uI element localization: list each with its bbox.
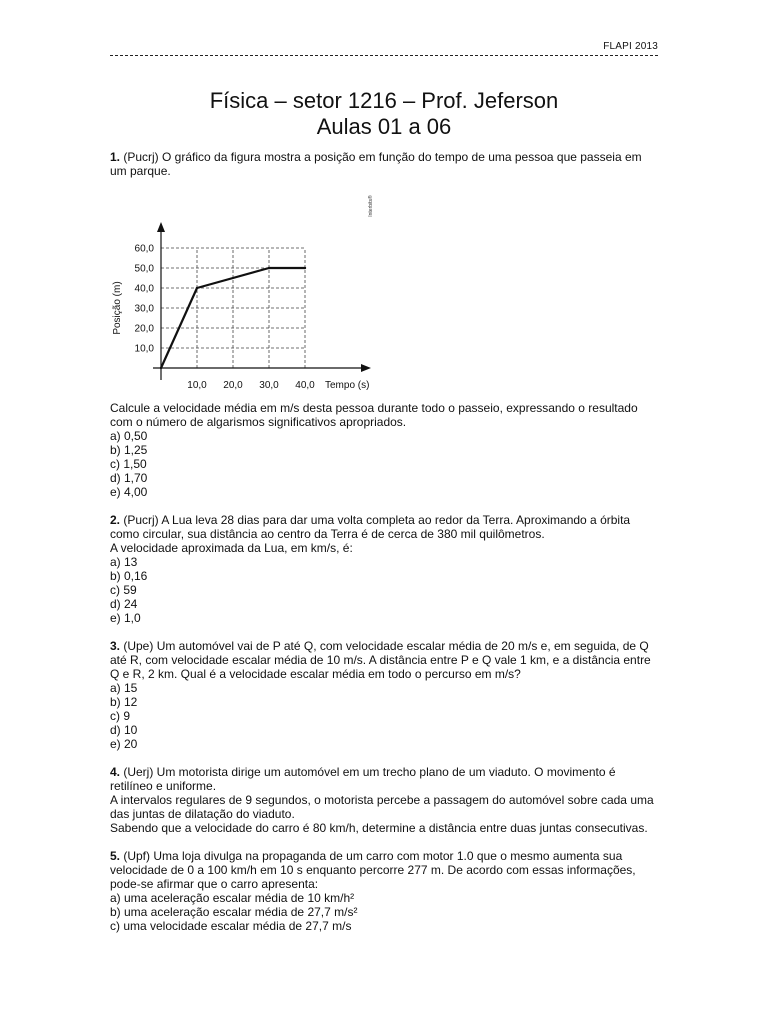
- option-e: e) 1,0: [110, 611, 141, 625]
- option-d: d) 24: [110, 597, 138, 611]
- question-number: 2.: [110, 513, 121, 527]
- question-number: 1.: [110, 150, 121, 164]
- question-1-options: [110, 429, 655, 499]
- question-statement: (Upf) Uma loja divulga na propaganda de um carro com motor 1.0 que o mesmo aumenta sua velocidade de 0 a 100 km/h em 10 s enquanto percorre 277 m. De acordo com essas informações, pode-se afirmar que o carro apresenta:: [110, 849, 636, 891]
- data-point: [196, 287, 198, 289]
- option-c: c) uma velocidade escalar média de 27,7 m/s: [110, 919, 352, 933]
- question-5-text: [110, 849, 655, 891]
- question-5-options: [110, 891, 655, 933]
- question-2: [110, 513, 655, 625]
- option-e: e) 20: [110, 737, 138, 751]
- question-statement: (Upe) Um automóvel vai de P até Q, com velocidade escalar média de 20 m/s e, em seguida, de Q até R, com velocidade escalar média de 10 m/s. A distância entre P e Q vale 1 km, e a distância entre Q e R, 2 km. Qual é a velocidade escalar média em todo o percurso em m/s?: [110, 639, 651, 681]
- y-tick-label: 40,0: [134, 283, 154, 295]
- data-point: [304, 267, 306, 269]
- header-divider: [110, 55, 658, 56]
- option-a: a) 13: [110, 555, 138, 569]
- question-list: [110, 150, 655, 933]
- x-tick-label: 40,0: [295, 380, 315, 391]
- side-note: Interbits®: [368, 195, 374, 217]
- option-a: a) 15: [110, 681, 138, 695]
- question-1-text: [110, 150, 655, 178]
- question-4: [110, 765, 655, 835]
- title-line-2: Aulas 01 a 06: [316, 114, 452, 139]
- y-axis-label: Posição (m): [112, 281, 123, 335]
- question-4-line-3: Sabendo que a velocidade do carro é 80 km/h, determine a distância entre duas juntas consecutivas.: [110, 821, 648, 835]
- header-tag: FLAPI 2013: [603, 41, 658, 52]
- x-axis-label: Tempo (s): [325, 380, 370, 391]
- data-point: [268, 267, 270, 269]
- option-a: a) uma aceleração escalar média de 10 km/h²: [110, 891, 355, 905]
- page-title: [0, 88, 768, 140]
- question-3: [110, 639, 655, 751]
- question-number: 5.: [110, 849, 121, 863]
- option-d: d) 10: [110, 723, 138, 737]
- question-3-options: [110, 681, 655, 751]
- y-tick-label: 20,0: [134, 323, 154, 335]
- option-b: b) 0,16: [110, 569, 148, 583]
- title-line-1: Física – setor 1216 – Prof. Jeferson: [209, 88, 559, 113]
- question-1: [110, 150, 655, 499]
- option-b: b) 12: [110, 695, 138, 709]
- option-b: b) 1,25: [110, 443, 148, 457]
- position-time-chart: [110, 188, 655, 393]
- option-a: a) 0,50: [110, 429, 148, 443]
- y-tick-label: 30,0: [134, 303, 154, 315]
- question-number: 4.: [110, 765, 121, 779]
- option-c: c) 59: [110, 583, 137, 597]
- question-2-prompt: A velocidade aproximada da Lua, em km/s, é:: [110, 541, 353, 555]
- x-tick-label: 20,0: [223, 380, 243, 391]
- x-tick-label: 30,0: [259, 380, 279, 391]
- option-d: d) 1,70: [110, 471, 148, 485]
- question-statement: (Uerj) Um motorista dirige um automóvel em um trecho plano de um viaduto. O movimento é retilíneo e uniforme.: [110, 765, 616, 793]
- option-b: b) uma aceleração escalar média de 27,7 m/s²: [110, 905, 358, 919]
- x-tick-label: 10,0: [187, 380, 207, 391]
- question-4-text: [110, 765, 655, 793]
- question-statement: (Pucrj) A Lua leva 28 dias para dar uma volta completa ao redor da Terra. Aproximando a órbita como circular, sua distância ao centro da Terra é de cerca de 380 mil quilômetros.: [110, 513, 631, 541]
- question-2-options: [110, 555, 655, 625]
- option-c: c) 9: [110, 709, 131, 723]
- question-3-text: [110, 639, 655, 681]
- question-2-text: [110, 513, 655, 541]
- chart-svg: [110, 188, 655, 393]
- question-statement: (Pucrj) O gráfico da figura mostra a posição em função do tempo de uma pessoa que passeia em um parque.: [110, 150, 642, 178]
- question-1-prompt: Calcule a velocidade média em m/s desta pessoa durante todo o passeio, expressando o resultado com o número de algarismos significativos apropriados.: [110, 401, 638, 429]
- option-e: e) 4,00: [110, 485, 148, 499]
- y-axis-arrow: [157, 222, 165, 232]
- question-4-line-2: A intervalos regulares de 9 segundos, o motorista percebe a passagem do automóvel sobre cada uma das juntas de dilatação do viaduto.: [110, 793, 654, 821]
- question-5: [110, 849, 655, 933]
- y-tick-label: 50,0: [134, 263, 154, 275]
- y-tick-label: 10,0: [134, 343, 154, 355]
- question-number: 3.: [110, 639, 121, 653]
- x-axis-arrow: [361, 364, 371, 372]
- y-tick-label: 60,0: [134, 243, 154, 255]
- data-point: [160, 367, 162, 369]
- option-c: c) 1,50: [110, 457, 147, 471]
